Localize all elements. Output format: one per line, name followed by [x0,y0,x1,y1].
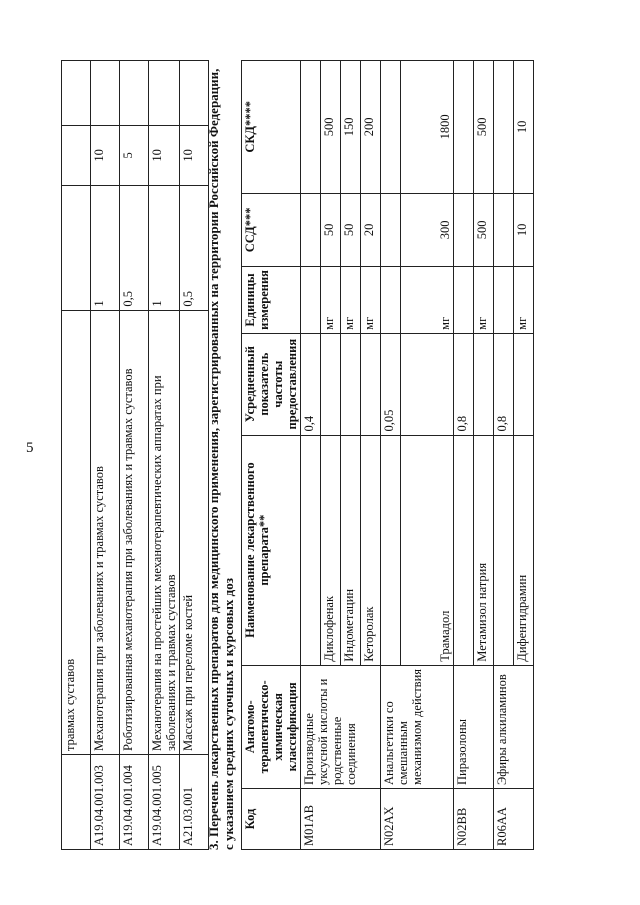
freq-cell: 1 [149,185,180,310]
ssd-cell: 20 [361,193,381,266]
service-code-cell: A21.03.001 [180,755,209,850]
ssd-cell: 50 [341,193,361,266]
code-cell [62,755,91,850]
mult-cell: 10 [149,125,180,185]
service-code-cell: A19.04.001.005 [149,755,180,850]
table-header-row [242,61,301,850]
atc-code-cell: M01AB [301,788,381,849]
service-name-cell: Роботизированная механотерапия при заболеваниях и травмах суставов [120,310,149,754]
atc-name-cell: Анальгетики со смешанным механизмом действия [381,665,454,788]
service-name-cell: травмах суставов [62,310,91,754]
drug-name-cell: Трамадол [401,435,454,665]
mult-cell: 10 [180,125,209,185]
unit-cell: мг [361,267,381,334]
skd-cell: 1800 [401,61,454,194]
mult-cell: 10 [91,125,120,185]
frequency-cell: 0,8 [494,333,514,435]
unit-cell: мг [514,267,534,334]
atc-name-cell: Производные уксусной кислоты и родственные соединения [301,665,381,788]
header-drug-name: Наименование лекарственного препарата** [242,435,301,665]
unit-cell: мг [321,267,341,334]
ssd-cell: 10 [514,193,534,266]
drug-name-cell: Индометацин [341,435,361,665]
atc-code-cell: N02BB [454,788,494,849]
ssd-cell: 50 [321,193,341,266]
skd-cell: 200 [361,61,381,194]
skd-cell: 150 [341,61,361,194]
service-code-cell: A19.04.001.004 [120,755,149,850]
table-row [494,61,514,850]
header-atc: Анатомо-терапевтическо-химическая классификация [242,665,301,788]
drug-name-cell: Кеторолак [361,435,381,665]
atc-name-cell: Пиразолоны [454,665,494,788]
header-code: Код [242,788,301,849]
table-row [91,61,120,850]
service-name-cell: Массаж при переломе костей [180,310,209,754]
section-heading: 3. Перечень лекарственных препаратов для медицинского применения, зарегистрированных на территории Российской Федерации, с указанием средних суточных и курсовых доз [206,68,236,850]
table-row [381,61,401,850]
drugs-table [241,60,534,850]
mult-cell: 5 [120,125,149,185]
service-name-cell: Механотерапия при заболеваниях и травмах суставов [91,310,120,754]
page-number: 5 [26,440,34,456]
freq-cell: 1 [91,185,120,310]
services-table [61,60,209,850]
atc-code-cell: N02AX [381,788,454,849]
table-row [62,61,91,850]
drug-name-cell: Дифенгидрамин [514,435,534,665]
table-row [301,61,321,850]
unit-cell: мг [474,267,494,334]
unit-cell: мг [401,267,454,334]
table-row [454,61,474,850]
atc-code-cell: R06AA [494,788,534,849]
skd-cell: 500 [321,61,341,194]
service-code-cell: A19.04.001.003 [91,755,120,850]
drug-name-cell: Метамизол натрия [474,435,494,665]
header-skd: СКД**** [242,61,301,194]
table-row [149,61,180,850]
header-ssd: ССД*** [242,193,301,266]
frequency-cell: 0,8 [454,333,474,435]
table-row [180,61,209,850]
skd-cell: 10 [514,61,534,194]
table-row [120,61,149,850]
header-unit: Единицы измерения [242,267,301,334]
freq-cell: 0,5 [120,185,149,310]
freq-cell: 0,5 [180,185,209,310]
unit-cell: мг [341,267,361,334]
frequency-cell: 0,05 [381,333,401,435]
service-name-cell: Механотерапия на простейших механотерапевтических аппаратах при заболеваниях и травмах суставов [149,310,180,754]
rotated-page-content [56,60,631,850]
drug-name-cell: Диклофенак [321,435,341,665]
atc-name-cell: Эфиры алкиламинов [494,665,534,788]
skd-cell: 500 [474,61,494,194]
header-frequency: Усредненный показатель частоты предоставления [242,333,301,435]
frequency-cell: 0,4 [301,333,321,435]
ssd-cell: 500 [474,193,494,266]
ssd-cell: 300 [401,193,454,266]
